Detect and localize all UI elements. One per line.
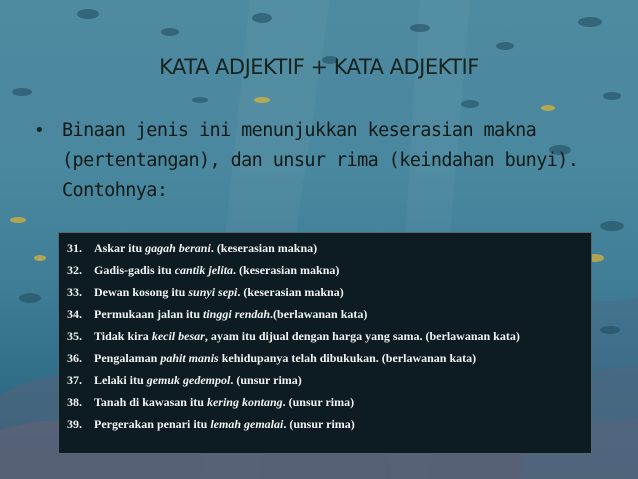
slide-title: KATA ADJEKTIF + KATA ADJEKTIF — [159, 55, 479, 79]
example-note: . (unsur rima) — [230, 373, 302, 387]
example-item — [67, 413, 583, 435]
example-note: . (keserasian makna) — [210, 241, 318, 255]
example-text: Gadis-gadis itu — [94, 263, 175, 277]
example-phrase: gagah berani — [145, 241, 211, 255]
example-note: , ayam itu dijual dengan harga yang sama. (berlawanan kata) — [204, 329, 520, 343]
example-note: . (keserasian makna) — [237, 285, 344, 299]
example-number: 33. — [67, 285, 82, 299]
example-note: . (keserasian makna) — [233, 263, 340, 277]
example-phrase: lemah gemalai — [210, 417, 284, 431]
example-item — [67, 325, 583, 347]
example-item — [67, 391, 583, 413]
example-text: Dewan kosong itu — [94, 285, 189, 299]
example-text: Lelaki itu — [94, 373, 147, 387]
example-phrase: tinggi rendah — [203, 307, 271, 321]
example-item — [67, 237, 583, 259]
example-number: 39. — [67, 417, 82, 431]
example-phrase: gemuk gedempol — [146, 373, 231, 387]
example-phrase: cantik jelita — [174, 263, 234, 277]
example-text: Permukaan jalan itu — [94, 307, 204, 321]
example-note: . (unsur rima) — [282, 395, 355, 409]
examples-box — [58, 232, 592, 454]
example-number: 34. — [67, 307, 82, 321]
example-number: 35. — [67, 329, 82, 343]
example-note: kehidupanya telah dibukukan. (berlawanan kata) — [218, 351, 477, 365]
example-number: 31. — [67, 241, 82, 255]
example-item — [67, 347, 583, 369]
example-phrase: kecil besar — [151, 329, 205, 343]
example-text: Pengalaman — [94, 351, 161, 365]
example-number: 37. — [67, 373, 82, 387]
example-note: .(berlawanan kata) — [270, 307, 368, 321]
example-item — [67, 369, 583, 391]
example-text: Tanah di kawasan itu — [94, 395, 207, 409]
example-number: 36. — [67, 351, 82, 365]
example-phrase: sunyi sepi — [188, 285, 238, 299]
example-text: Tidak kira — [94, 329, 152, 343]
example-item — [67, 281, 583, 303]
example-text: Pergerakan penari itu — [94, 417, 211, 431]
example-item — [67, 303, 583, 325]
example-text: Askar itu — [94, 241, 146, 255]
example-number: 38. — [67, 395, 82, 409]
example-phrase: pahit manis — [160, 351, 219, 365]
example-number: 32. — [67, 263, 82, 277]
bullet-icon: • — [34, 120, 45, 141]
example-phrase: kering kontang — [206, 395, 283, 409]
bullet-text: Binaan jenis ini menunjukkan keserasian makna (pertentangan), dan unsur rima (keindahan bunyi). Contohnya: — [62, 120, 579, 201]
example-item — [67, 259, 583, 281]
example-note: . (unsur rima) — [283, 417, 355, 431]
